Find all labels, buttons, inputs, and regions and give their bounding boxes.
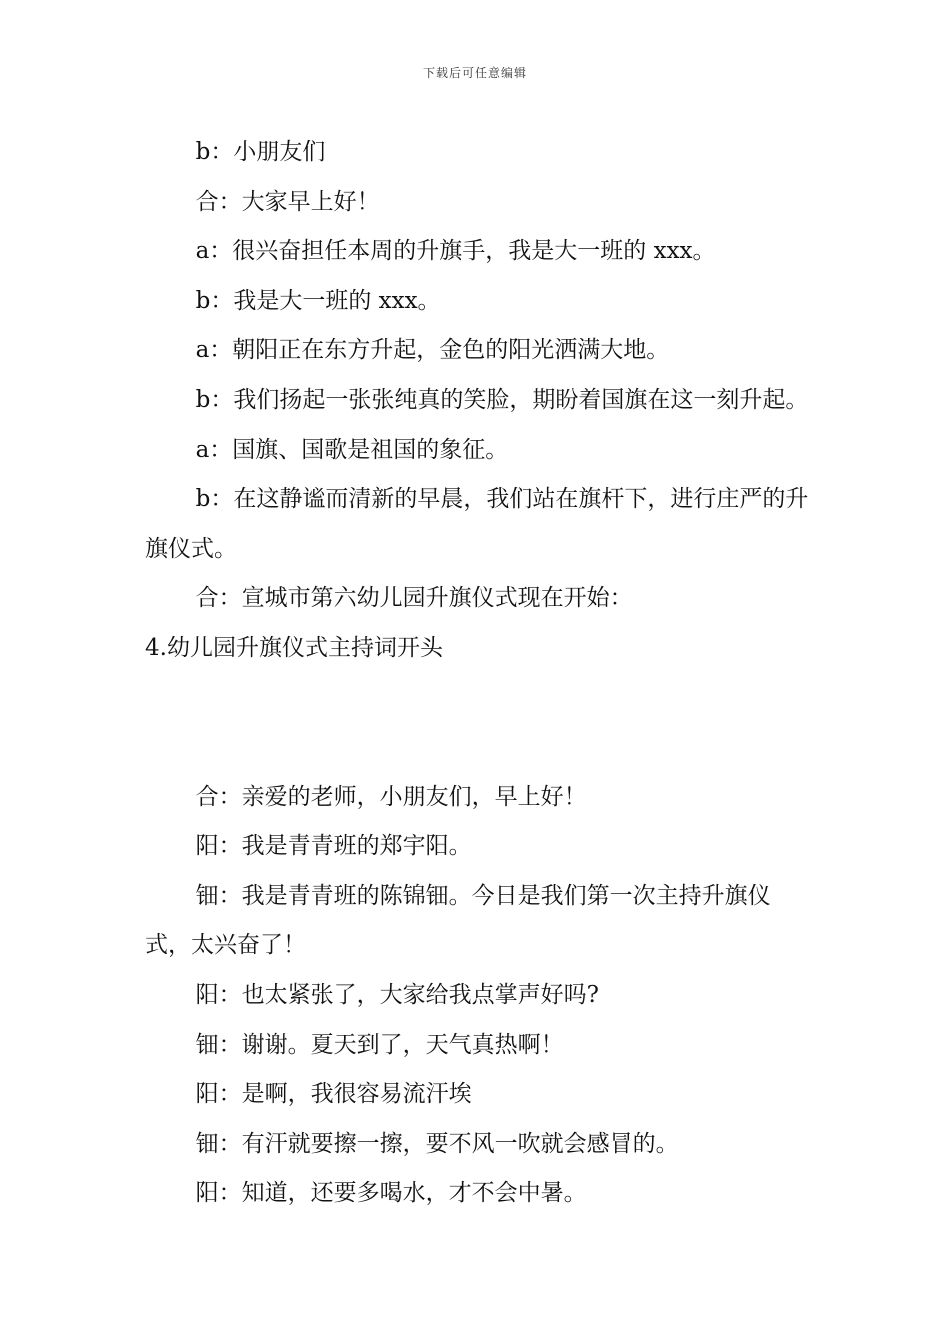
page-header-note: 下载后可任意编辑: [422, 66, 527, 80]
dialogue-line: 钿：我是青青班的陈锦钿。今日是我们第一次主持升旗仪式，太兴奋了！: [145, 882, 771, 959]
dialogue-line: b：小朋友们: [195, 139, 326, 165]
dialogue-line: 阳：知道，还要多喝水，才不会中暑。: [195, 1180, 587, 1207]
dialogue-line: a：国旗、国歌是祖国的象征。: [195, 436, 509, 463]
dialogue-line: b：我们扬起一张张纯真的笑脸，期盼着国旗在这一刻升起。: [195, 386, 809, 413]
dialogue-line: 合：宣城市第六幼儿园升旗仪式现在开始：: [195, 585, 633, 612]
dialogue-line: 合：亲爱的老师，小朋友们，早上好！: [195, 783, 587, 810]
dialogue-line: 阳：是啊，我很容易流汗埃: [195, 1081, 472, 1108]
dialogue-line: b：我是大一班的 xxx。: [195, 287, 441, 314]
dialogue-line: 合：大家早上好！: [195, 188, 380, 215]
dialogue-line: 阳：我是青青班的郑宇阳。: [195, 833, 472, 860]
dialogue-line: b：在这静谧而清新的早晨，我们站在旗杆下，进行庄严的升旗仪式。: [145, 486, 809, 562]
section-spacer: [145, 674, 810, 773]
section-heading: 4.幼儿园升旗仪式主持词开头: [145, 634, 443, 661]
dialogue-line: 阳：也太紧张了，大家给我点掌声好吗?: [195, 981, 599, 1008]
dialogue-line: a：朝阳正在东方升起，金色的阳光洒满大地。: [195, 337, 670, 364]
document-body: [145, 128, 810, 1219]
dialogue-line: a：很兴奋担任本周的升旗手，我是大一班的 xxx。: [195, 238, 716, 265]
dialogue-line: 钿：有汗就要擦一擦，要不风一吹就会感冒的。: [195, 1130, 679, 1157]
dialogue-line: 钿：谢谢。夏天到了，天气真热啊！: [195, 1031, 564, 1058]
